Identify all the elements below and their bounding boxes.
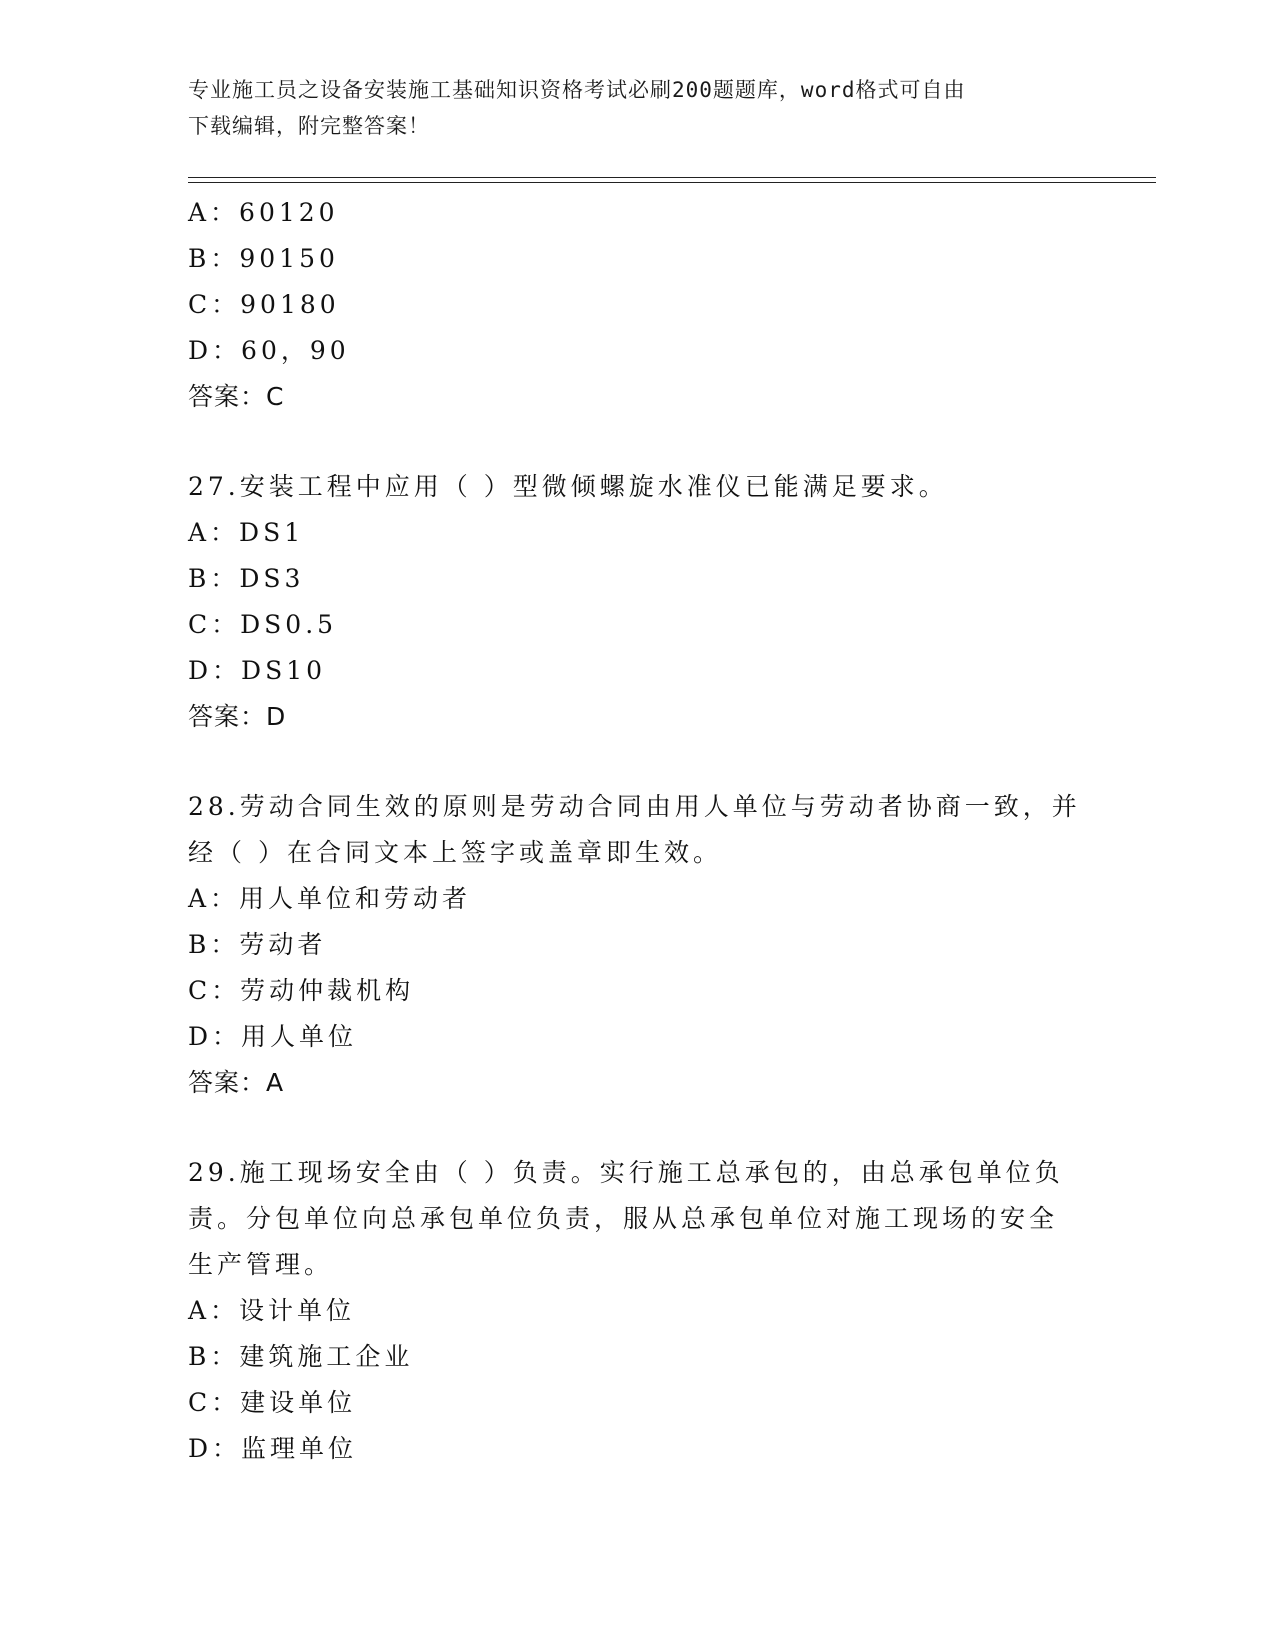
option-d: D：监理单位	[188, 1434, 358, 1463]
option-c: C：90180	[188, 290, 340, 319]
answer-line: 答案：A	[188, 1068, 285, 1097]
question-block-28	[188, 784, 1088, 1106]
document-header	[188, 72, 1068, 144]
block-spacer	[188, 740, 1088, 784]
question-text	[188, 784, 1088, 876]
block-spacer	[188, 1106, 1088, 1150]
option-b: B：劳动者	[188, 930, 327, 959]
question-line: 生产管理。	[188, 1250, 334, 1279]
answer-line: 答案：C	[188, 382, 285, 411]
question-block-26	[188, 190, 1088, 420]
option-a: A：DS1	[188, 518, 305, 547]
question-line: 经（ ）在合同文本上签字或盖章即生效。	[188, 838, 722, 867]
question-block-27	[188, 464, 1088, 740]
question-block-29	[188, 1150, 1088, 1472]
option-b: B：建筑施工企业	[188, 1342, 414, 1371]
question-text	[188, 464, 1088, 510]
option-a: A：60120	[188, 198, 339, 227]
option-c: C：建设单位	[188, 1388, 357, 1417]
question-text	[188, 1150, 1088, 1288]
option-c: C：DS0.5	[188, 610, 338, 639]
option-d: D：60，90	[188, 336, 350, 365]
option-a: A：设计单位	[188, 1296, 356, 1325]
question-line: 27.安装工程中应用（ ）型微倾螺旋水准仪已能满足要求。	[188, 472, 948, 501]
question-line: 28.劳动合同生效的原则是劳动合同由用人单位与劳动者协商一致，并	[188, 792, 1081, 821]
header-divider-top	[188, 177, 1156, 178]
header-divider-bottom	[188, 182, 1156, 183]
question-line: 责。分包单位向总承包单位负责，服从总承包单位对施工现场的安全	[188, 1204, 1059, 1233]
header-line-2: 下载编辑，附完整答案！	[188, 114, 430, 138]
option-b: B：90150	[188, 244, 339, 273]
option-b: B：DS3	[188, 564, 305, 593]
option-a: A：用人单位和劳动者	[188, 884, 472, 913]
option-c: C：劳动仲裁机构	[188, 976, 415, 1005]
question-line: 29.施工现场安全由（ ）负责。实行施工总承包的，由总承包单位负	[188, 1158, 1064, 1187]
question-list	[188, 190, 1088, 1472]
option-d: D：DS10	[188, 656, 327, 685]
answer-line: 答案：D	[188, 702, 287, 731]
block-spacer	[188, 420, 1088, 464]
header-line-1: 专业施工员之设备安装施工基础知识资格考试必刷200题题库，word格式可自由	[188, 78, 966, 102]
option-d: D：用人单位	[188, 1022, 358, 1051]
